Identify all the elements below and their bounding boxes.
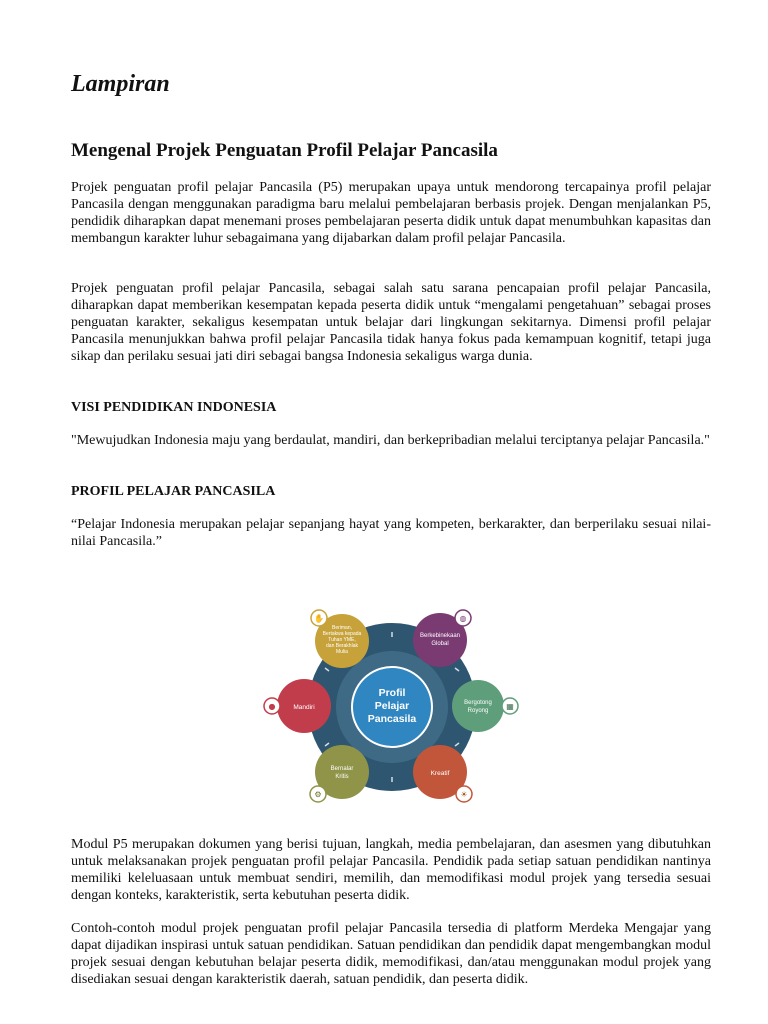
document-title: Lampiran [71, 71, 170, 97]
center-line-1: Profil [378, 687, 406, 699]
dimension-berkebinekaan-global [413, 610, 471, 667]
hands-together-icon: ▦ [506, 702, 514, 711]
svg-text:Royong: Royong [467, 708, 489, 714]
profil-text: “Pelajar Indonesia merupakan pelajar sepanjang hayat yang kompeten, berkarakter, dan berperilaku sesuai nilai-nilai Pancasila.” [71, 517, 711, 549]
person-icon: ● [268, 702, 276, 711]
dimension-beriman [311, 610, 369, 668]
svg-text:Mulia: Mulia [336, 649, 348, 655]
svg-text:Mandiri: Mandiri [293, 704, 315, 711]
paragraph-purpose: Projek penguatan profil pelajar Pancasila, sebagai salah satu sarana pencapaian profil pelajar Pancasila, diharapkan dapat memberikan kesempatan kepada peserta didik untuk “mengalami pengetahuan” sebagai proses penguatan karakter, sekaligus kesempatan untuk belajar dari lingkungan sekitarnya. Dimensi profil pelajar Pancasila menunjukkan bahwa profil pelajar Pancasila tidak hanya fokus pada kemampuan kognitif, tetapi juga sikap dan perilaku sesuai jati diri sebagai bangsa Indonesia sekaligus warga dunia. [71, 281, 711, 364]
visi-text: "Mewujudkan Indonesia maju yang berdaulat, mandiri, dan berkepribadian melalui terciptanya pelajar Pancasila." [71, 433, 710, 448]
svg-text:Beriman,: Beriman, [331, 625, 353, 631]
svg-text:Bernalar: Bernalar [330, 766, 354, 772]
svg-text:Global: Global [431, 641, 449, 647]
visi-heading: VISI PENDIDIKAN INDONESIA [71, 400, 277, 415]
svg-text:Bertakwa kepada: Bertakwa kepada [322, 631, 362, 637]
dimension-bergotong-royong [452, 680, 518, 732]
svg-text:Kreatif: Kreatif [430, 770, 450, 777]
dimension-kreatif [413, 745, 472, 802]
svg-text:Tuhan YME,: Tuhan YME, [328, 637, 356, 643]
praying-hands-icon: ✋ [314, 614, 324, 623]
svg-text:dan Berakhlak: dan Berakhlak [326, 643, 358, 649]
svg-text:Kritis: Kritis [335, 774, 349, 780]
profil-heading: PROFIL PELAJAR PANCASILA [71, 484, 276, 499]
paragraph-modul: Modul P5 merupakan dokumen yang berisi tujuan, langkah, media pembelajaran, dan asesmen yang dibutuhkan untuk melaksanakan projek penguatan profil pelajar Pancasila. Pendidik pada setiap satuan pendidikan nantinya memiliki keleluasaan untuk membuat sendiri, memilih, dan memodifikasi modul projek yang tersedia sesuai dengan konteks, karakteristik, serta kebutuhan peserta didik. [71, 837, 711, 903]
lightbulb-icon: ☀ [460, 790, 468, 799]
gears-icon: ⚙ [314, 790, 322, 799]
center-line-2: Pelajar [374, 700, 410, 712]
globe-people-icon: ◍ [459, 614, 467, 623]
paragraph-contoh: Contoh-contoh modul projek penguatan profil pelajar Pancasila tersedia di platform Merdeka Mengajar yang dapat dijadikan inspirasi untuk satuan pendidikan. Satuan pendidikan dan pendidik dapat mengembangkan modul projek sesuai dengan kebutuhan belajar peserta didik, memodifikasi, dan/atau menggunakan modul projek yang disediakan sesuai dengan karakteristik daerah, satuan pendidik, dan peserta didik. [71, 921, 711, 987]
profil-pelajar-pancasila-diagram [262, 604, 524, 806]
svg-text:Bergotong: Bergotong [464, 700, 492, 706]
svg-text:Berkebinekaan: Berkebinekaan [419, 633, 461, 639]
dimension-bernalar-kritis [310, 745, 369, 802]
center-line-3: Pancasila [367, 713, 417, 725]
dimension-mandiri [264, 679, 331, 733]
paragraph-intro: Projek penguatan profil pelajar Pancasila (P5) merupakan upaya untuk mendorong tercapainya profil pelajar Pancasila dengan menggunakan paradigma baru melalui pembelajaran berbasis projek. Dengan menjalankan P5, pendidik diharapkan dapat menemani proses pembelajaran peserta didik untuk dapat menumbuhkan kapasitas dan membangun karakter luhur sebagaimana yang dijabarkan dalam profil pelajar Pancasila. [71, 180, 711, 246]
section-heading: Mengenal Projek Penguatan Profil Pelajar Pancasila [71, 140, 498, 161]
